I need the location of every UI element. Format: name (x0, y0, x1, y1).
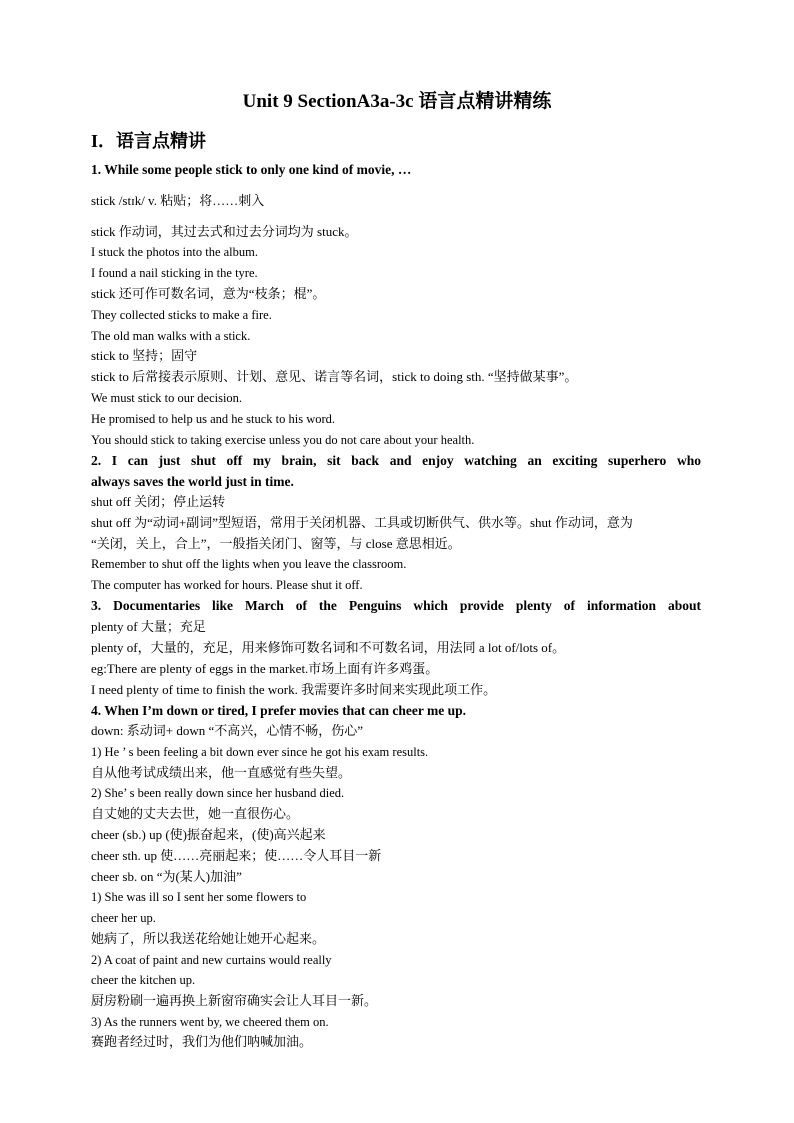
text-line: stick /stɪk/ v. 粘贴；将……刺入 (91, 193, 265, 208)
text-line: I found a nail sticking in the tyre. (91, 266, 258, 280)
text-line: stick 作动词，其过去式和过去分词均为 stuck。 (91, 224, 358, 239)
text-line: stick to 后常接表示原则、计划、意见、诺言等名词，stick to doing sth. “坚持做某事”。 (91, 369, 578, 384)
text-line: 赛跑者经过时，我们为他们呐喊加油。 (91, 1034, 313, 1049)
point-heading: 3. Documentaries like March of the Penguins which provide plenty of information about (91, 598, 701, 613)
text-line: 自从他考试成绩出来，他一直感觉有些失望。 (91, 765, 352, 780)
text-line: The computer has worked for hours. Please shut it off. (91, 578, 363, 592)
text-line: stick 还可作可数名词，意为“枝条；棍”。 (91, 286, 326, 301)
text-line: cheer (sb.) up (使)振奋起来，(使)高兴起来 (91, 827, 326, 842)
text-line: plenty of 大量；充足 (91, 619, 206, 634)
text-line: plenty of，大量的，充足，用来修饰可数名词和不可数名词，用法同 a lot of/lots of。 (91, 640, 566, 655)
text-line: 3) As the runners went by, we cheered them on. (91, 1015, 329, 1029)
text-line: They collected sticks to make a fire. (91, 308, 272, 322)
text-line: 2) She’ s been really down since her husband died. (91, 786, 345, 800)
text-line: cheer her up. (91, 911, 156, 925)
text-line: 1) She was ill so I sent her some flowers to (91, 890, 307, 904)
text-line: down: 系动词+ down “不高兴，心情不畅，伤心” (91, 723, 364, 738)
text-line: shut off 关闭；停止运转 (91, 494, 226, 509)
point-heading: 2. I can just shut off my brain, sit back and enjoy watching an exciting superhero who (91, 453, 701, 468)
section-heading: I．语言点精讲 (91, 131, 207, 151)
text-line: Remember to shut off the lights when you leave the classroom. (91, 557, 407, 571)
text-line: cheer sb. on “为(某人)加油” (91, 869, 242, 884)
text-line: We must stick to our decision. (91, 391, 243, 405)
text-line: The old man walks with a stick. (91, 329, 251, 343)
point-heading: 1. While some people stick to only one kind of movie, … (91, 162, 412, 177)
text-line: shut off 为“动词+副词”型短语，常用于关闭机器、工具或切断供气、供水等。shut 作动词，意为 (91, 515, 633, 530)
point-heading-continued: always saves the world just in time. (91, 474, 294, 489)
text-line: cheer the kitchen up. (91, 973, 196, 987)
text-line: 自丈她的丈夫去世，她一直很伤心。 (91, 806, 300, 821)
text-line: 2) A coat of paint and new curtains would really (91, 953, 332, 967)
text-line: He promised to help us and he stuck to his word. (91, 412, 336, 426)
text-line: cheer sth. up 使……亮丽起来；使……令人耳目一新 (91, 848, 382, 863)
text-line: 1) He ’ s been feeling a bit down ever since he got his exam results. (91, 745, 429, 759)
text-line: 厨房粉刷一遍再换上新窗帘确实会让人耳目一新。 (91, 993, 378, 1008)
text-line: stick to 坚持；固守 (91, 348, 198, 363)
text-line: “关闭，关上，合上”，一般指关闭门、窗等，与 close 意思相近。 (91, 536, 461, 551)
document-title: Unit 9 SectionA3a-3c 语言点精讲精练 (242, 91, 552, 112)
text-line: 她病了，所以我送花给她让她开心起来。 (91, 931, 326, 946)
point-heading: 4. When I’m down or tired, I prefer movies that can cheer me up. (91, 703, 466, 718)
text-line: I stuck the photos into the album. (91, 245, 258, 259)
text-line: You should stick to taking exercise unless you do not care about your health. (91, 433, 475, 447)
text-line: eg:There are plenty of eggs in the market.市场上面有许多鸡蛋。 (91, 661, 439, 676)
text-line: I need plenty of time to finish the work. 我需要许多时间来实现此项工作。 (91, 682, 497, 697)
